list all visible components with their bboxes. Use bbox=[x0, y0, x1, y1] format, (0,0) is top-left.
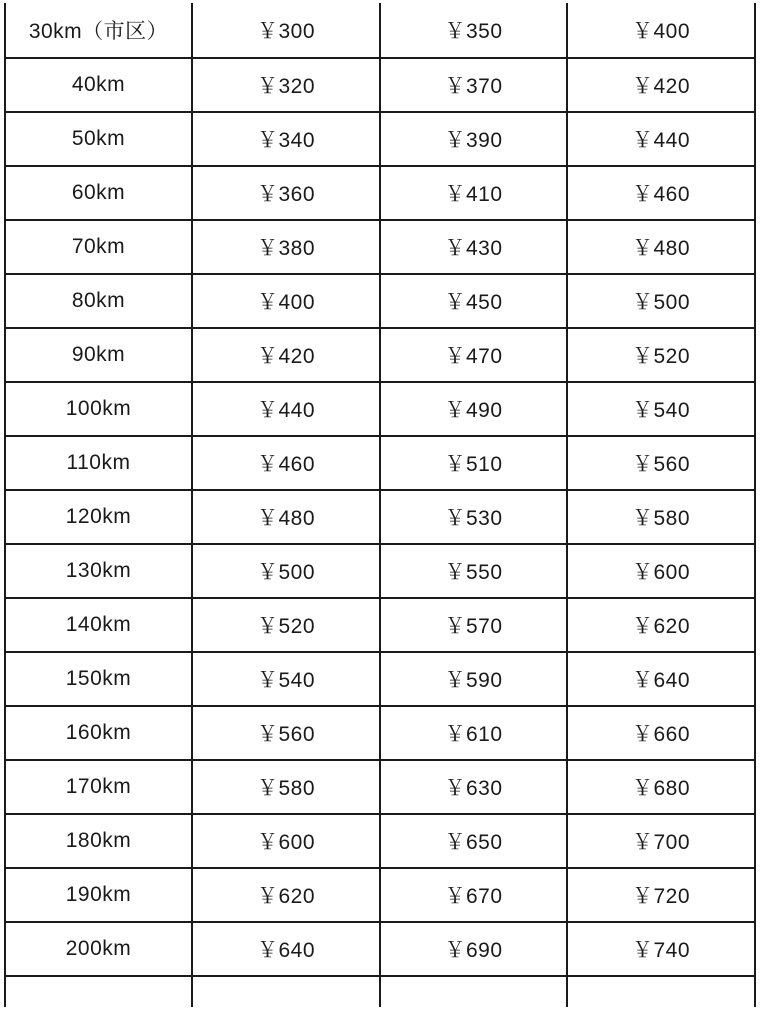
price-cell: ￥300 bbox=[192, 3, 380, 58]
distance-cell: 130km bbox=[5, 544, 192, 598]
price-cell: ￥340 bbox=[192, 112, 380, 166]
table-row bbox=[5, 652, 755, 706]
price-cell: ￥420 bbox=[192, 328, 380, 382]
price-cell: ￥640 bbox=[192, 922, 380, 976]
price-cell: ￥530 bbox=[380, 490, 567, 544]
price-cell: ￥480 bbox=[192, 490, 380, 544]
price-cell: ￥650 bbox=[380, 814, 567, 868]
table-row bbox=[5, 922, 755, 976]
table-row bbox=[5, 166, 755, 220]
empty-cell bbox=[380, 976, 567, 1007]
table-row bbox=[5, 328, 755, 382]
price-cell: ￥490 bbox=[380, 382, 567, 436]
price-cell: ￥410 bbox=[380, 166, 567, 220]
price-cell: ￥360 bbox=[192, 166, 380, 220]
price-cell: ￥600 bbox=[567, 544, 755, 598]
price-cell: ￥370 bbox=[380, 58, 567, 112]
price-cell: ￥470 bbox=[380, 328, 567, 382]
price-cell: ￥440 bbox=[192, 382, 380, 436]
price-cell: ￥580 bbox=[567, 490, 755, 544]
price-cell: ￥460 bbox=[567, 166, 755, 220]
price-cell: ￥520 bbox=[192, 598, 380, 652]
price-cell: ￥670 bbox=[380, 868, 567, 922]
price-cell: ￥640 bbox=[567, 652, 755, 706]
price-cell: ￥560 bbox=[567, 436, 755, 490]
price-cell: ￥540 bbox=[567, 382, 755, 436]
distance-cell: 180km bbox=[5, 814, 192, 868]
price-cell: ￥660 bbox=[567, 706, 755, 760]
price-cell: ￥700 bbox=[567, 814, 755, 868]
table-row bbox=[5, 868, 755, 922]
price-cell: ￥500 bbox=[192, 544, 380, 598]
table-row bbox=[5, 544, 755, 598]
table-row bbox=[5, 706, 755, 760]
table-row-partial bbox=[5, 976, 755, 1007]
price-cell: ￥440 bbox=[567, 112, 755, 166]
table-row bbox=[5, 814, 755, 868]
distance-cell: 40km bbox=[5, 58, 192, 112]
table-row bbox=[5, 58, 755, 112]
price-cell: ￥390 bbox=[380, 112, 567, 166]
table-row bbox=[5, 490, 755, 544]
distance-cell: 110km bbox=[5, 436, 192, 490]
distance-cell: 80km bbox=[5, 274, 192, 328]
distance-cell: 190km bbox=[5, 868, 192, 922]
distance-cell: 50km bbox=[5, 112, 192, 166]
price-cell: ￥550 bbox=[380, 544, 567, 598]
price-cell: ￥630 bbox=[380, 760, 567, 814]
price-cell: ￥400 bbox=[192, 274, 380, 328]
price-cell: ￥430 bbox=[380, 220, 567, 274]
table-row bbox=[5, 274, 755, 328]
empty-cell bbox=[567, 976, 755, 1007]
price-cell: ￥500 bbox=[567, 274, 755, 328]
distance-cell: 100km bbox=[5, 382, 192, 436]
price-cell: ￥460 bbox=[192, 436, 380, 490]
price-cell: ￥420 bbox=[567, 58, 755, 112]
price-cell: ￥690 bbox=[380, 922, 567, 976]
price-cell: ￥610 bbox=[380, 706, 567, 760]
distance-cell: 200km bbox=[5, 922, 192, 976]
table-row bbox=[5, 598, 755, 652]
price-cell: ￥560 bbox=[192, 706, 380, 760]
table-row bbox=[5, 112, 755, 166]
price-cell: ￥320 bbox=[192, 58, 380, 112]
price-table bbox=[4, 3, 756, 1007]
distance-cell: 170km bbox=[5, 760, 192, 814]
price-cell: ￥740 bbox=[567, 922, 755, 976]
price-cell: ￥540 bbox=[192, 652, 380, 706]
price-cell: ￥570 bbox=[380, 598, 567, 652]
price-cell: ￥350 bbox=[380, 3, 567, 58]
distance-cell: 70km bbox=[5, 220, 192, 274]
price-cell: ￥480 bbox=[567, 220, 755, 274]
table-row bbox=[5, 382, 755, 436]
price-cell: ￥400 bbox=[567, 3, 755, 58]
distance-cell: 60km bbox=[5, 166, 192, 220]
price-cell: ￥450 bbox=[380, 274, 567, 328]
distance-cell: 140km bbox=[5, 598, 192, 652]
price-table-body bbox=[5, 3, 755, 1007]
price-cell: ￥600 bbox=[192, 814, 380, 868]
empty-cell bbox=[192, 976, 380, 1007]
distance-cell: 150km bbox=[5, 652, 192, 706]
table-row bbox=[5, 220, 755, 274]
empty-cell bbox=[5, 976, 192, 1007]
price-cell: ￥620 bbox=[192, 868, 380, 922]
distance-cell: 30km（市区） bbox=[5, 3, 192, 58]
price-cell: ￥590 bbox=[380, 652, 567, 706]
distance-cell: 120km bbox=[5, 490, 192, 544]
price-cell: ￥380 bbox=[192, 220, 380, 274]
distance-cell: 160km bbox=[5, 706, 192, 760]
price-cell: ￥720 bbox=[567, 868, 755, 922]
price-cell: ￥620 bbox=[567, 598, 755, 652]
table-row bbox=[5, 3, 755, 58]
price-cell: ￥680 bbox=[567, 760, 755, 814]
price-cell: ￥580 bbox=[192, 760, 380, 814]
price-cell: ￥510 bbox=[380, 436, 567, 490]
table-row bbox=[5, 760, 755, 814]
price-cell: ￥520 bbox=[567, 328, 755, 382]
distance-cell: 90km bbox=[5, 328, 192, 382]
table-row bbox=[5, 436, 755, 490]
